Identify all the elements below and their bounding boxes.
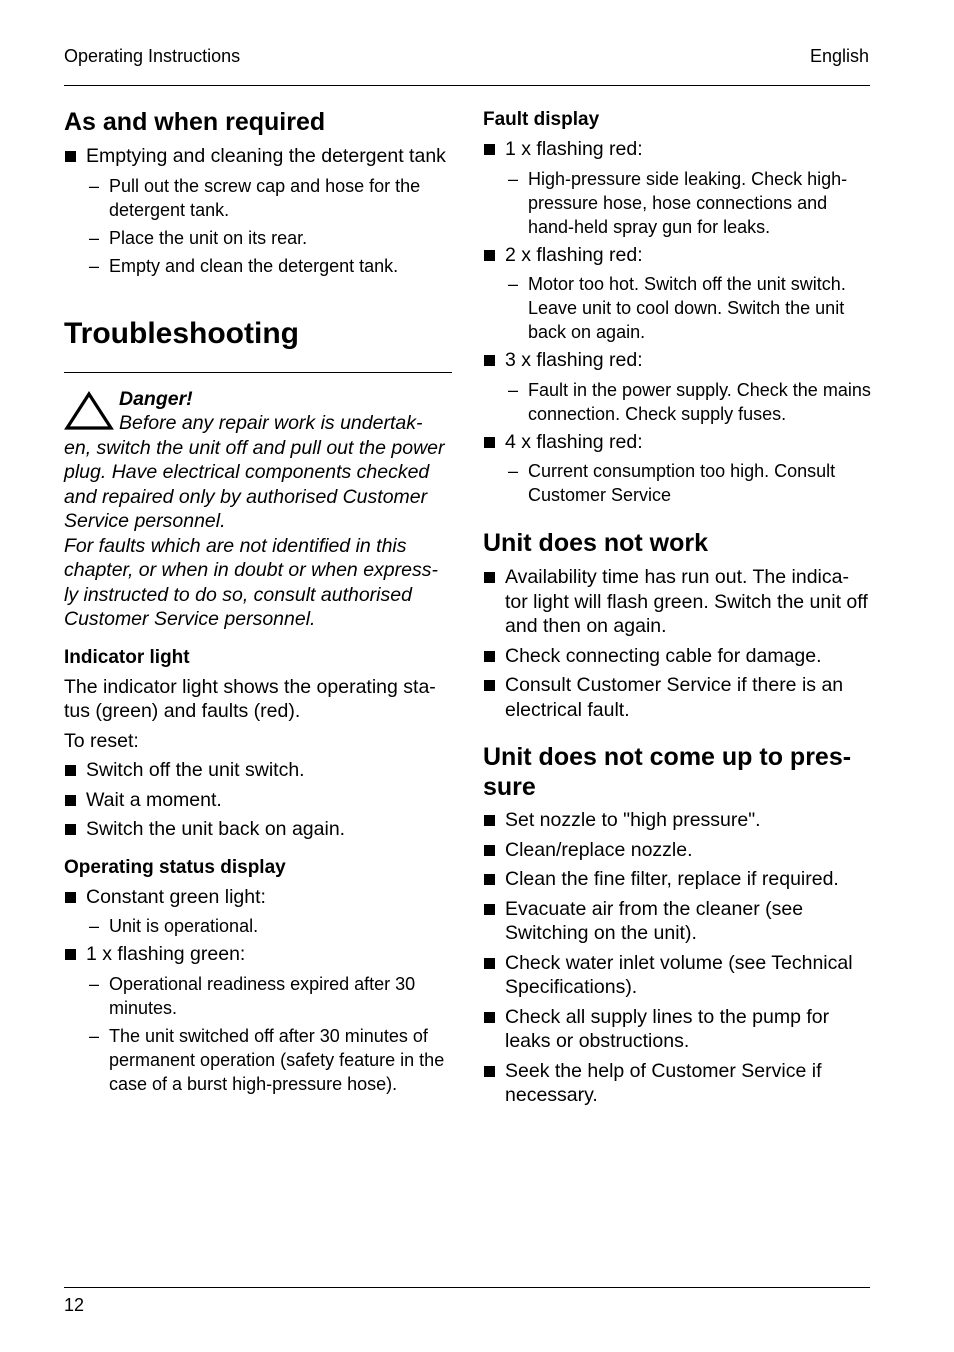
operating-status-details: [64, 914, 452, 938]
operating-status-list: [64, 885, 452, 910]
danger-text-first-line: Before any repair work is undertak-: [119, 412, 423, 434]
no-pressure-list: [483, 808, 871, 1108]
list-item: 3 x flashing red:: [483, 348, 871, 373]
as-when-steps: [64, 174, 452, 278]
dash-item: – Fault in the power supply. Check the mains connection. Check supply fuses.: [483, 378, 871, 426]
fault-details: [483, 459, 871, 507]
fault-details: [483, 272, 871, 344]
dash-item: – Motor too hot. Switch off the unit switch. Leave unit to cool down. Switch the unit back on again.: [483, 272, 871, 344]
dash-item: – High-pressure side leaking. Check high-pressure hose, hose connections and hand-held spray gun for leaks.: [483, 167, 871, 239]
list-item: Check connecting cable for damage.: [483, 644, 871, 669]
list-item: Evacuate air from the cleaner (see Switching on the unit).: [483, 897, 871, 946]
list-item: Check all supply lines to the pump for leaks or obstructions.: [483, 1005, 871, 1054]
chapter-divider: [64, 372, 452, 373]
subheading-indicator-light: Indicator light: [64, 646, 190, 668]
as-when-list: [64, 144, 452, 169]
operating-status-details: [64, 972, 452, 1096]
danger-text-consult: For faults which are not identified in this chapter, or when in doubt or when express-ly instructed to do so, consult authorised Customer Service personnel.: [64, 534, 438, 630]
list-item: Emptying and cleaning the detergent tank: [64, 144, 452, 169]
list-item: 1 x flashing red:: [483, 137, 871, 162]
danger-label: Danger!: [119, 387, 193, 410]
fault-list: [483, 137, 871, 162]
fault-list: [483, 348, 871, 373]
list-item: Wait a moment.: [64, 788, 452, 813]
dash-item: – The unit switched off after 30 minutes of permanent operation (safety feature in the case of a burst high-pressure hose).: [64, 1024, 452, 1096]
fault-details: [483, 167, 871, 239]
operating-status-list: [64, 942, 452, 967]
header-divider: [64, 85, 870, 86]
list-item: Switch the unit back on again.: [64, 817, 452, 842]
subheading-fault-display: Fault display: [483, 109, 600, 130]
left-column: [64, 106, 452, 1100]
fault-details: [483, 378, 871, 426]
subheading-operating-status: Operating status display: [64, 856, 286, 878]
list-item: Clean/replace nozzle.: [483, 838, 871, 863]
right-column: [483, 106, 871, 1113]
header-title: Operating Instructions: [64, 46, 241, 66]
reset-steps: [64, 758, 452, 842]
dash-item: – Pull out the screw cap and hose for the detergent tank.: [64, 174, 452, 222]
list-item: Consult Customer Service if there is an electrical fault.: [483, 673, 871, 722]
list-item: Constant green light:: [64, 885, 452, 910]
fault-list: [483, 243, 871, 268]
section-heading-no-pressure: Unit does not come up to pres-sure: [483, 743, 852, 801]
list-item: 1 x flashing green:: [64, 942, 452, 967]
section-heading-as-when-required: As and when required: [64, 108, 326, 136]
dash-item: – Empty and clean the detergent tank.: [64, 254, 452, 278]
fault-list: [483, 430, 871, 455]
page-number: 12: [64, 1295, 85, 1315]
list-item: 4 x flashing red:: [483, 430, 871, 455]
indicator-description: The indicator light shows the operating sta-tus (green) and faults (red).: [64, 675, 436, 722]
section-heading-unit-does-not-work: Unit does not work: [483, 529, 708, 557]
header-language: English: [809, 46, 869, 66]
dash-item: – Current consumption too high. Consult Customer Service: [483, 459, 871, 507]
chapter-title: Troubleshooting: [64, 316, 299, 350]
list-item: Availability time has run out. The indica-tor light will flash green. Switch the unit off and then on again.: [483, 565, 871, 639]
footer-divider: [64, 1287, 870, 1288]
danger-text: en, switch the unit off and pull out the power plug. Have electrical components checked and repaired only by authorised Customer Service personnel.: [64, 436, 445, 532]
dash-item: – Place the unit on its rear.: [64, 226, 452, 250]
not-work-list: [483, 565, 871, 722]
list-item: Clean the fine filter, replace if required.: [483, 867, 871, 892]
reset-label: To reset:: [64, 729, 139, 752]
list-item: Seek the help of Customer Service if necessary.: [483, 1059, 871, 1108]
dash-item: – Unit is operational.: [64, 914, 452, 938]
list-item: 2 x flashing red:: [483, 243, 871, 268]
list-item: Switch off the unit switch.: [64, 758, 452, 783]
dash-item: – Operational readiness expired after 30 minutes.: [64, 972, 452, 1020]
list-item: Check water inlet volume (see Technical Specifications).: [483, 951, 871, 1000]
danger-notice: [64, 387, 452, 632]
warning-triangle-icon: [64, 391, 114, 431]
list-item: Set nozzle to "high pressure".: [483, 808, 871, 833]
